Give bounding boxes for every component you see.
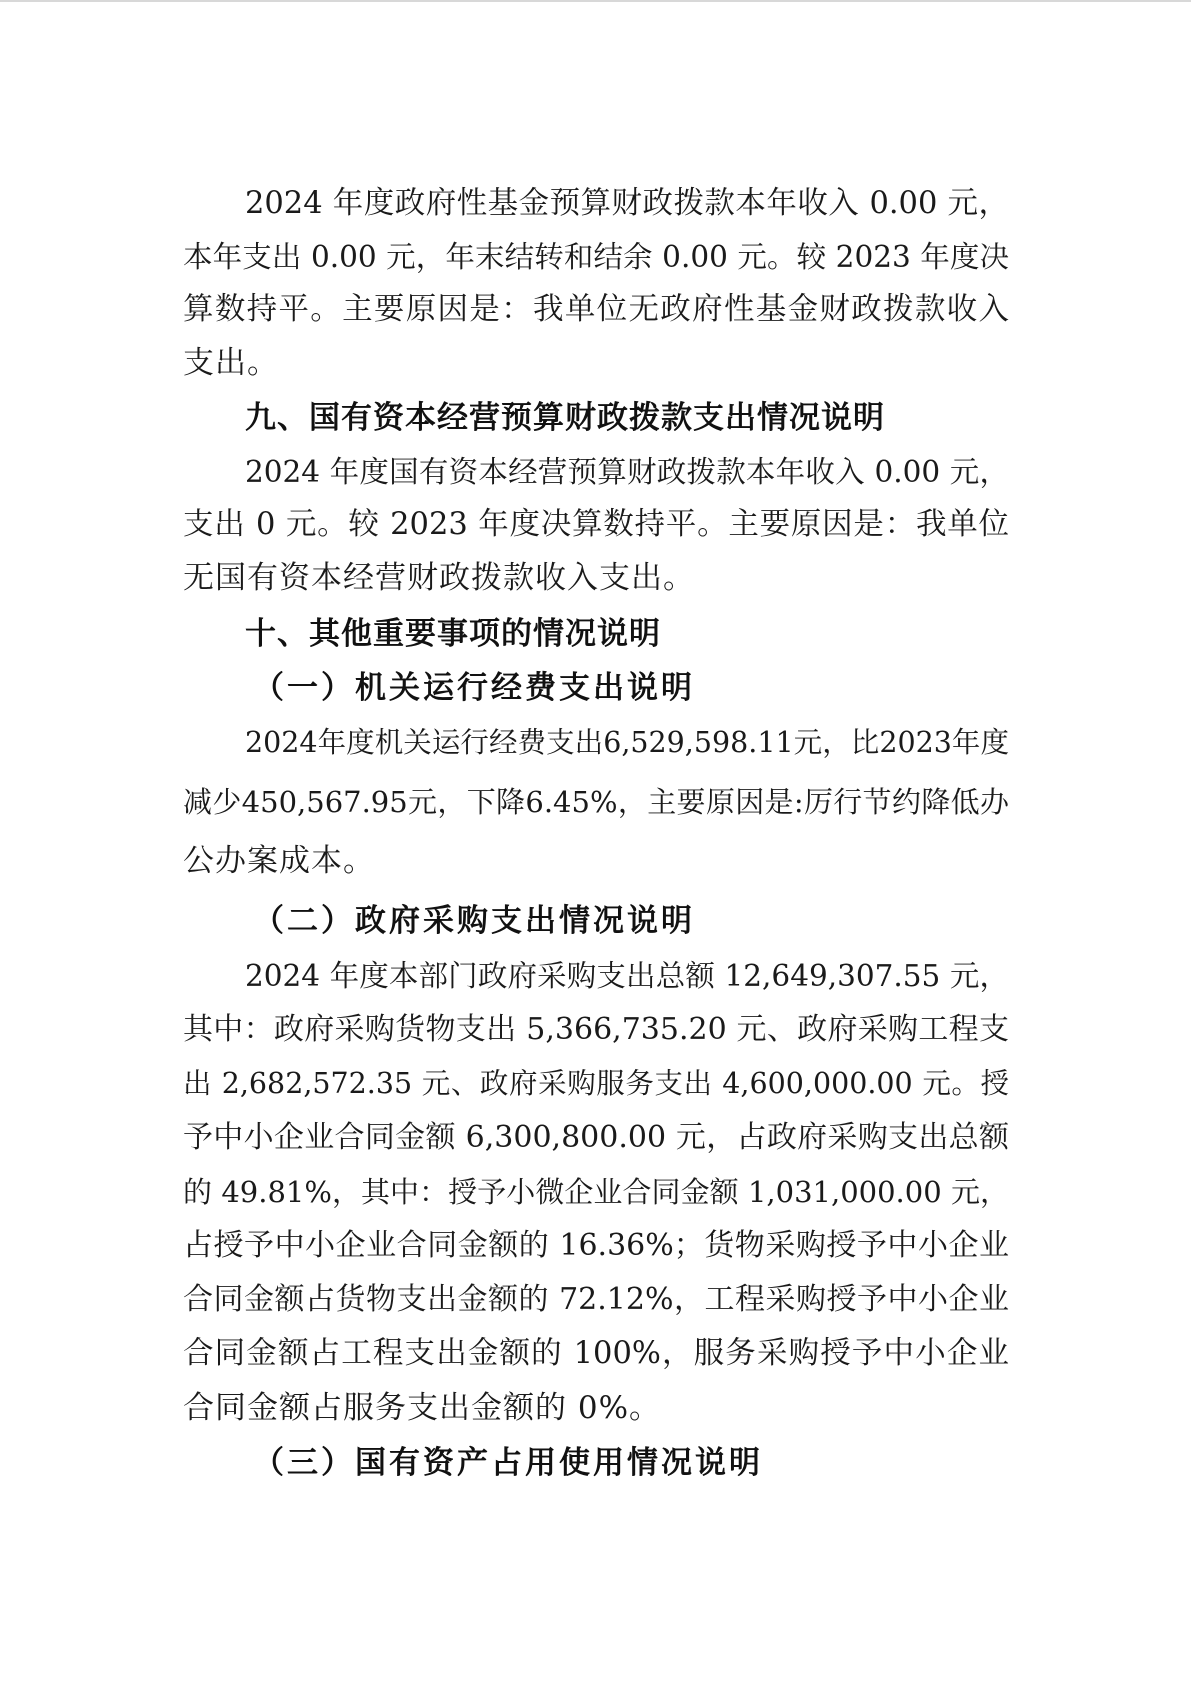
subsection-heading-2: （二）政府采购支出情况说明 [253, 903, 695, 939]
section-heading-9: 九、国有资本经营预算财政拨款支出情况说明 [245, 400, 885, 436]
paragraph-line: 支出。 [183, 345, 279, 381]
section-heading-10: 十、其他重要事项的情况说明 [245, 616, 661, 652]
paragraph-line: 合同金额占工程支出金额的 100%，服务采购授予中小企业 [183, 1336, 1009, 1371]
paragraph-line: 本年支出 0.00 元，年末结转和结余 0.00 元。较 2023 年度决 [183, 240, 1009, 274]
paragraph-line: 无国有资本经营财政拨款收入支出。 [183, 560, 695, 596]
paragraph-line: 出 2,682,572.35 元、政府采购服务支出 4,600,000.00 元。授 [183, 1067, 1009, 1100]
paragraph-line: 支出 0 元。较 2023 年度决算数持平。主要原因是：我单位 [183, 507, 1009, 542]
paragraph-line: 予中小企业合同金额 6,300,800.00 元，占政府采购支出总额 [183, 1120, 1009, 1155]
paragraph-line: 减少450,567.95元，下降6.45%，主要原因是:厉行节约降低办 [183, 785, 1009, 819]
paragraph-line: 公办案成本。 [183, 843, 375, 879]
paragraph-line: 合同金额占货物支出金额的 72.12%，工程采购授予中小企业 [183, 1282, 1009, 1317]
paragraph-line: 占授予中小企业合同金额的 16.36%；货物采购授予中小企业 [183, 1228, 1009, 1263]
paragraph-line: 算数持平。主要原因是：我单位无政府性基金财政拨款收入 [183, 292, 1009, 327]
subsection-heading-1: （一）机关运行经费支出说明 [253, 670, 695, 706]
paragraph-line: 2024 年度政府性基金预算财政拨款本年收入 0.00 元， [245, 186, 1009, 221]
paragraph-line: 合同金额占服务支出金额的 0%。 [183, 1390, 662, 1426]
paragraph-line: 2024年度机关运行经费支出6,529,598.11元，比2023年度 [245, 726, 1009, 759]
page-top-border [0, 0, 1191, 2]
paragraph-line: 2024 年度国有资本经营预算财政拨款本年收入 0.00 元， [245, 455, 1009, 489]
paragraph-line: 其中：政府采购货物支出 5,366,735.20 元、政府采购工程支 [183, 1012, 1009, 1047]
paragraph-line: 2024 年度本部门政府采购支出总额 12,649,307.55 元， [245, 959, 1009, 993]
paragraph-line: 的 49.81%，其中：授予小微企业合同金额 1,031,000.00 元， [183, 1175, 1009, 1209]
subsection-heading-3: （三）国有资产占用使用情况说明 [253, 1445, 763, 1481]
